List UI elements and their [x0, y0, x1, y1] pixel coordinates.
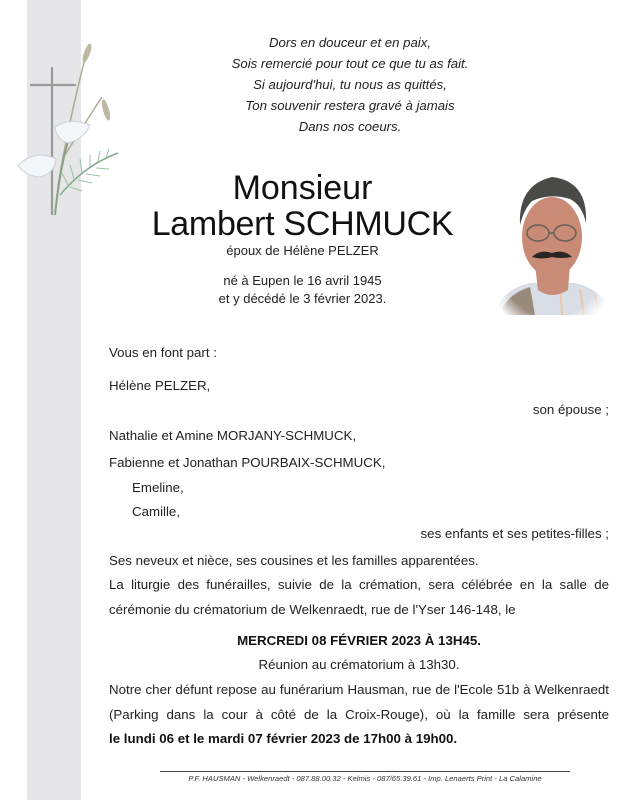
- poem-line: Si aujourd'hui, tu nous as quittés,: [253, 77, 447, 92]
- honorific: Monsieur: [232, 169, 373, 207]
- ceremony-text: La liturgie des funérailles, suivie de la crémation, sera célébrée en la salle de: [109, 577, 609, 592]
- poem-line: Ton souvenir restera gravé à jamais: [245, 98, 455, 113]
- poem-line: Dans nos coeurs.: [298, 119, 402, 134]
- visitation-text: (Parking dans la cour à côté de la Croix-Rouge), où la famille sera présente: [109, 707, 609, 722]
- extended-family: Ses neveux et nièce, ses cousines et les familles apparentées.: [109, 553, 479, 568]
- cross-lily-icon: [10, 35, 120, 220]
- ceremony-text: cérémonie du crématorium de Welkenraedt, rue de l'Yser 146-148, le: [109, 602, 516, 617]
- grandchild-line: Camille,: [132, 504, 181, 519]
- spouse-line: époux de Hélène PELZER: [226, 243, 379, 258]
- birth-line: né à Eupen le 16 avril 1945: [223, 273, 382, 288]
- meeting-time: Réunion au crématorium à 13h30.: [258, 657, 460, 672]
- visitation-times: le lundi 06 et le mardi 07 février 2023 de 17h00 à 19h00.: [109, 731, 458, 746]
- footer-divider: [160, 771, 570, 772]
- poem-line: Sois remercié pour tout ce que tu as fait.: [231, 56, 469, 71]
- footer-credits: P.F. HAUSMAN - Welkenraedt - 087.88.00.32 - Kelmis - 087/65.39.61 - Imp. Lenaerts Print - La Calamine: [188, 774, 542, 783]
- intro-text: Vous en font part :: [109, 345, 217, 360]
- deceased-header: [130, 170, 475, 308]
- grandchild-line: Emeline,: [132, 480, 184, 495]
- child-line: Nathalie et Amine MORJANY-SCHMUCK,: [109, 428, 357, 443]
- poem: [200, 32, 500, 137]
- ceremony-datetime: MERCREDI 08 FÉVRIER 2023 À 13H45.: [237, 633, 481, 648]
- portrait-photo: [490, 165, 612, 320]
- child-line: Fabienne et Jonathan POURBAIX-SCHMUCK,: [109, 455, 386, 470]
- deceased-name: Lambert SCHMUCK: [151, 205, 454, 243]
- spouse-name: Hélène PELZER,: [109, 378, 211, 393]
- poem-line: Dors en douceur et en paix,: [268, 35, 431, 50]
- visitation-text: Notre cher défunt repose au funérarium Hausman, rue de l'Ecole 51b à Welkenraedt: [109, 682, 609, 697]
- children-role: ses enfants et ses petites-filles ;: [420, 526, 609, 541]
- spouse-role: son épouse ;: [532, 402, 609, 417]
- death-line: et y décédé le 3 février 2023.: [218, 291, 387, 306]
